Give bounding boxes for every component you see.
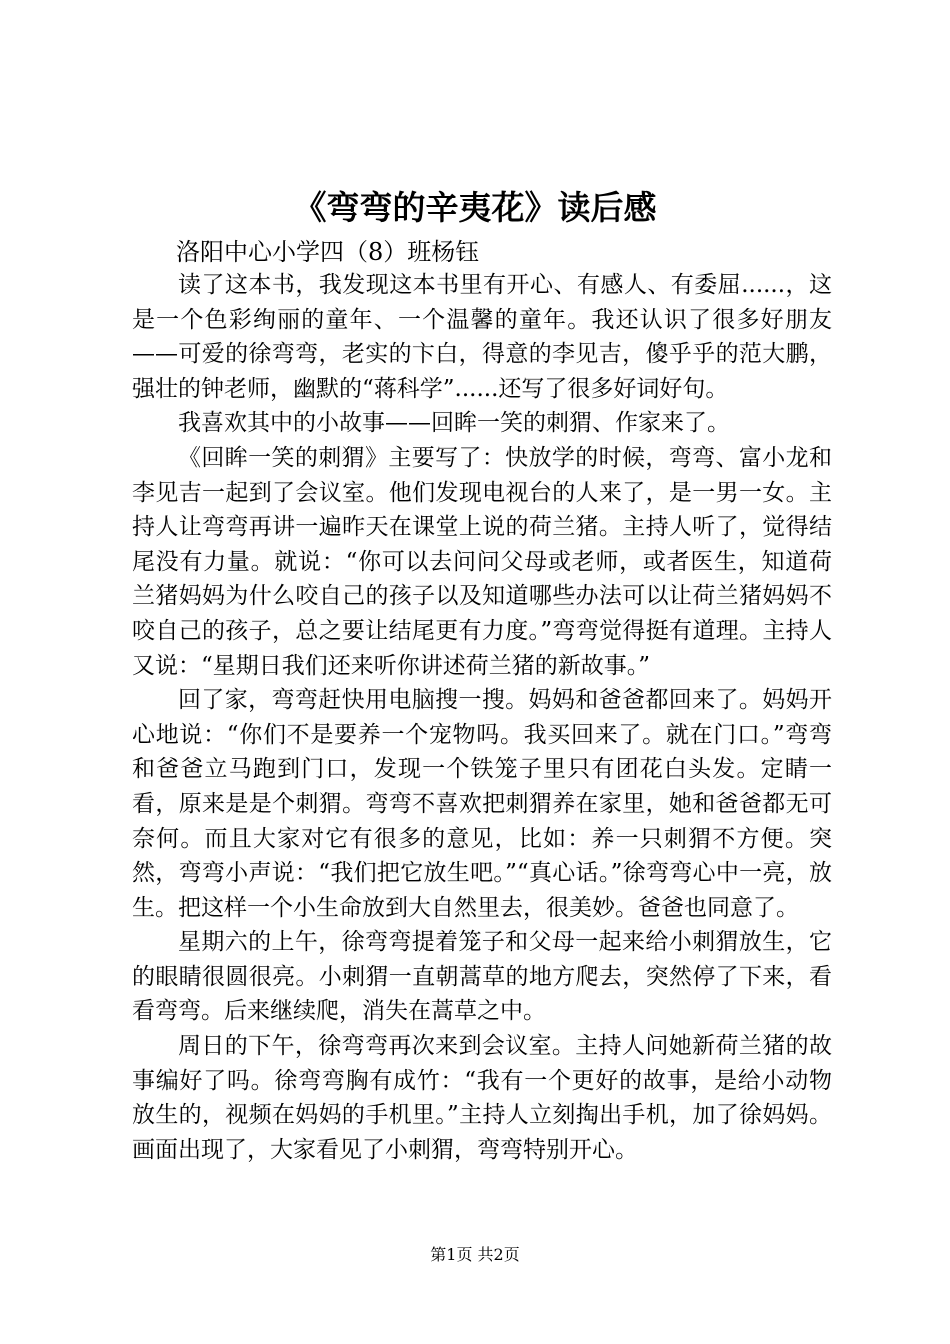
paragraph: 周日的下午，徐弯弯再次来到会议室。主持人问她新荷兰猪的故事编好了吗。徐弯弯胸有成竹：“我有一个更好的故事，是给小动物放生的，视频在妈妈的手机里。”主持人立刻掏出手机，加了徐妈妈。画面出现了，大家看见了小刺猬，弯弯特别开心。 xyxy=(132,1033,832,1163)
paragraph: 《回眸一笑的刺猬》主要写了：快放学的时候，弯弯、富小龙和李见吉一起到了会议室。他们发现电视台的人来了，是一男一女。主持人让弯弯再讲一遍昨天在课堂上说的荷兰猪。主持人听了，觉得结尾没有力量。就说：“你可以去问问父母或老师，或者医生，知道荷兰猪妈妈为什么咬自己的孩子以及知道哪些办法可以让荷兰猪妈妈不咬自己的孩子，总之要让结尾更有力度。”弯弯觉得挺有道理。主持人又说：“星期日我们还来听你讲述荷兰猪的新故事。” xyxy=(132,444,832,679)
paragraph: 回了家，弯弯赶快用电脑搜一搜。妈妈和爸爸都回来了。妈妈开心地说：“你们不是要养一个宠物吗。我买回来了。就在门口。”弯弯和爸爸立马跑到门口，发现一个铁笼子里只有团花白头发。定睛一看，原来是是个刺猬。弯弯不喜欢把刺猬养在家里，她和爸爸都无可奈何。而且大家对它有很多的意见，比如：养一只刺猬不方便。突然，弯弯小声说：“我们把它放生吧。”“真心话。”徐弯弯心中一亮，放生。把这样一个小生命放到大自然里去，很美妙。爸爸也同意了。 xyxy=(132,687,832,921)
page-footer: 第1页 共2页 xyxy=(430,1245,520,1264)
paragraph: 我喜欢其中的小故事——回眸一笑的刺猬、作家来了。 xyxy=(178,410,730,437)
paragraph: 读了这本书，我发现这本书里有开心、有感人、有委屈......，这是一个色彩绚丽的童年、一个温馨的童年。我还认识了很多好朋友——可爱的徐弯弯，老实的卞白，得意的李见吉，傻乎乎的范大鹏，强壮的钟老师，幽默的“蒋科学”......还写了很多好词好句。 xyxy=(132,272,832,402)
document-title: 《弯弯的辛夷花》读后感 xyxy=(293,188,657,227)
document-body xyxy=(132,268,832,1167)
paragraph: 星期六的上午，徐弯弯提着笼子和父母一起来给小刺猬放生，它的眼睛很圆很亮。小刺猬一直朝蒿草的地方爬去，突然停了下来，看看弯弯。后来继续爬，消失在蒿草之中。 xyxy=(132,929,832,1025)
author-line: 洛阳中心小学四（8）班杨钰 xyxy=(176,238,480,266)
